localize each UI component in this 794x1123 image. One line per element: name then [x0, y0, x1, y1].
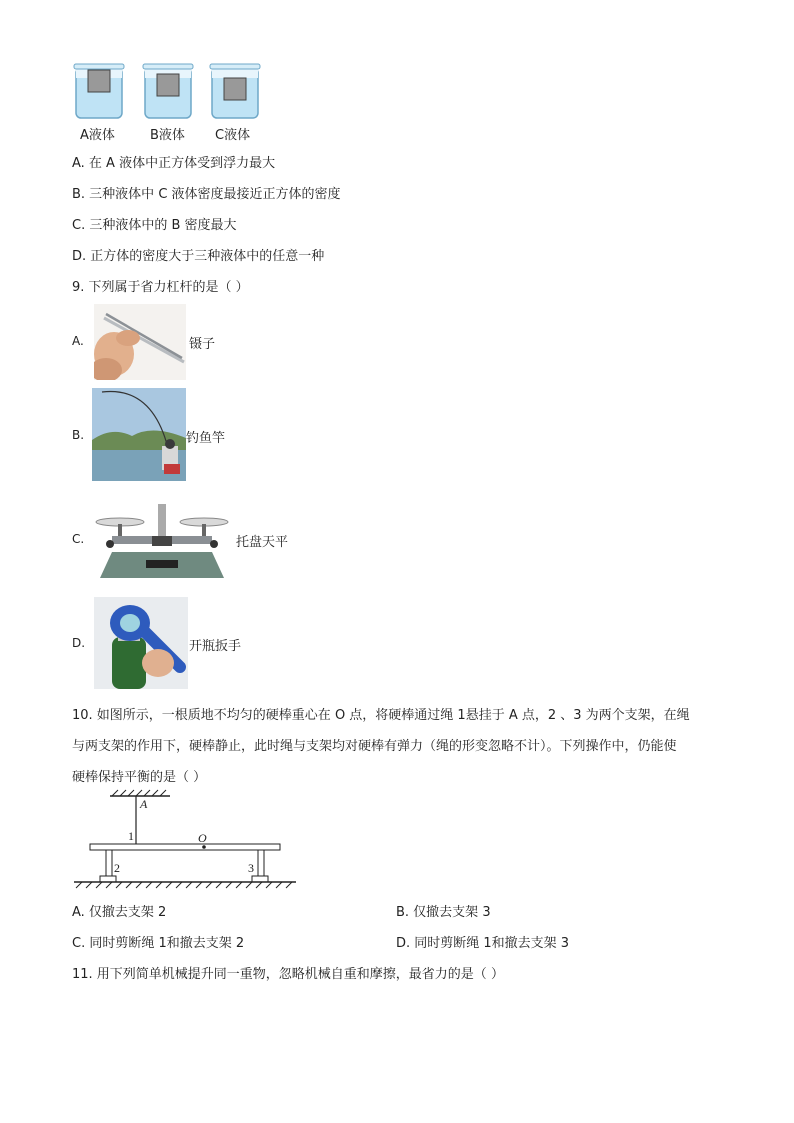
balance-image [92, 500, 232, 582]
q10-stem-line3: 硬棒保持平衡的是（ ） [72, 770, 207, 785]
beaker-a [74, 64, 124, 118]
q9-option-d-letter: D. [72, 636, 86, 650]
q9-option-a-name: 镊子 [189, 337, 216, 352]
label-o: O [198, 831, 207, 845]
q8-option-a: A. 在 A 液体中正方体受到浮力最大 [72, 156, 276, 171]
q10-option-c: C. 同时剪断绳 1和撤去支架 2 [72, 936, 245, 951]
q9-option-d-name: 开瓶扳手 [189, 639, 242, 654]
beaker-c-label: C液体 [215, 128, 251, 143]
beakers-svg [72, 60, 272, 122]
q8-option-c: C. 三种液体中的 B 密度最大 [72, 218, 237, 233]
label-support-2: 2 [114, 861, 120, 875]
q9-option-c-letter: C. [72, 532, 85, 546]
label-support-3: 3 [248, 861, 254, 875]
q9-option-b-letter: B. [72, 428, 85, 442]
label-rope-1: 1 [128, 829, 134, 843]
beaker-b-label: B液体 [150, 128, 185, 143]
q10-stem-line1: 10. 如图所示，一根质地不均匀的硬棒重心在 O 点，将硬棒通过绳 1悬挂于 A 点，2 、3 为两个支架，在绳 [72, 708, 690, 723]
q10-option-b: B. 仅撤去支架 3 [396, 905, 491, 920]
fishing-rod-image [92, 388, 186, 481]
beaker-b [143, 64, 193, 118]
q11-stem: 11. 用下列简单机械提升同一重物，忽略机械自重和摩擦，最省力的是（ ） [72, 967, 504, 982]
q8-option-b: B. 三种液体中 C 液体密度最接近正方体的密度 [72, 187, 341, 202]
lever-diagram [70, 786, 302, 894]
beaker-c [210, 64, 260, 118]
bottle-opener-image [94, 597, 188, 689]
beaker-a-label: A液体 [80, 128, 115, 143]
q10-option-a: A. 仅撤去支架 2 [72, 905, 167, 920]
q9-option-c-name: 托盘天平 [236, 535, 289, 550]
q8-option-d: D. 正方体的密度大于三种液体中的任意一种 [72, 249, 325, 264]
beaker-figure [72, 60, 272, 122]
q10-option-d: D. 同时剪断绳 1和撤去支架 3 [396, 936, 570, 951]
q9-option-b-name: 钓鱼竿 [186, 431, 226, 446]
tweezers-image [94, 304, 186, 380]
q10-stem-line2: 与两支架的作用下，硬棒静止，此时绳与支架均对硬棒有弹力（绳的形变忽略不计）。下列操作中，仍能使 [72, 739, 677, 754]
q9-option-a-letter: A. [72, 334, 84, 348]
q9-stem: 9. 下列属于省力杠杆的是（ ） [72, 280, 249, 295]
label-a: A [140, 797, 148, 811]
